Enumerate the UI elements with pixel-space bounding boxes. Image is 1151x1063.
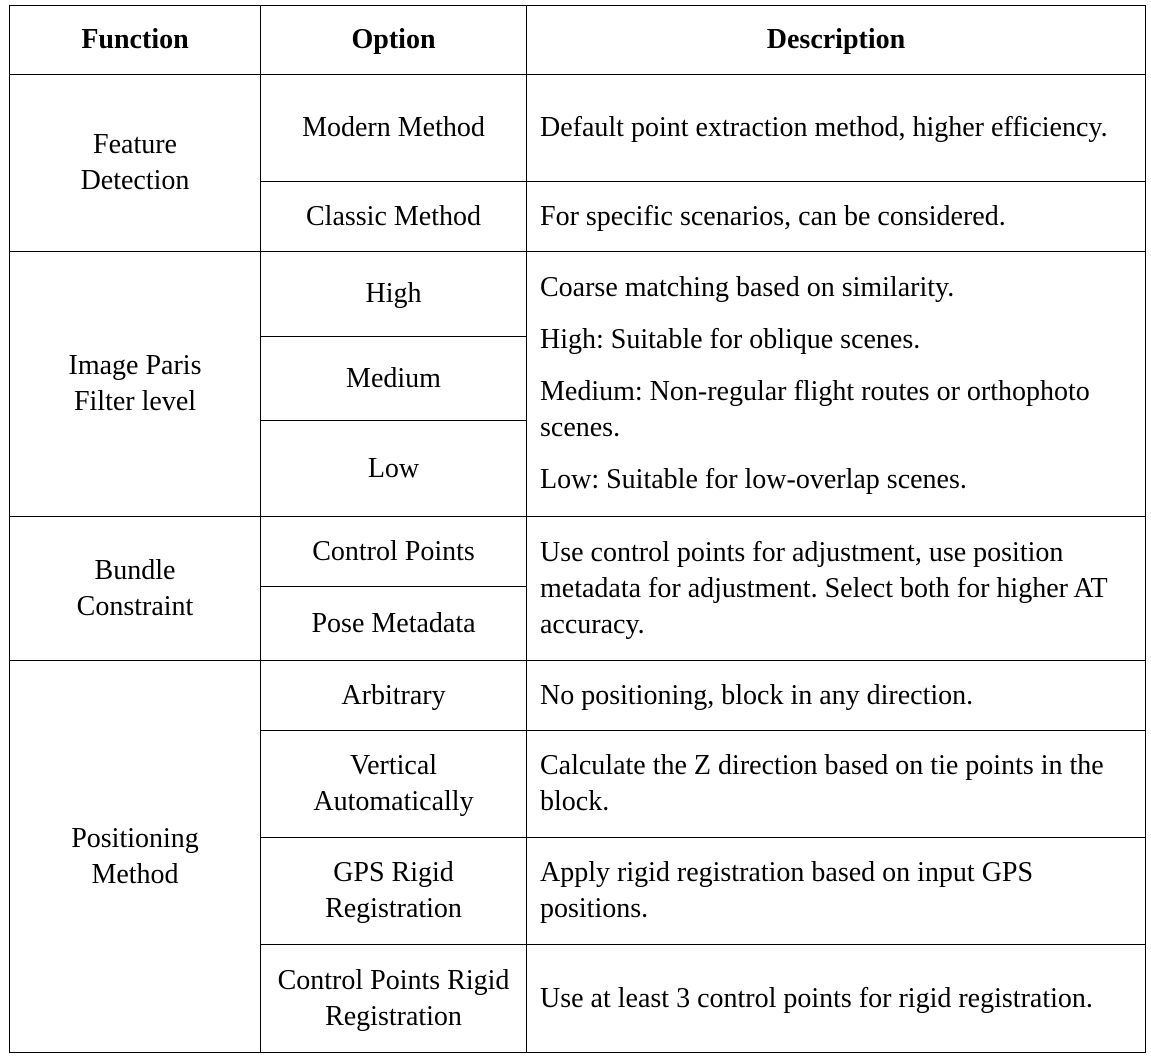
option-classic-method: Classic Method [261, 182, 527, 252]
options-table [9, 5, 1146, 1053]
function-bundle-constraint: Bundle Constraint [10, 517, 261, 661]
option-gps-rigid-registration: GPS Rigid Registration [261, 838, 527, 945]
option-arbitrary: Arbitrary [261, 661, 527, 731]
option-vertical-automatically: Vertical Automatically [261, 731, 527, 838]
table-row [10, 252, 1146, 337]
table-row [10, 75, 1146, 182]
description-intro: Coarse matching based on similarity. [540, 272, 955, 303]
option-control-points: Control Points [261, 517, 527, 587]
description-image-pairs [527, 252, 1146, 517]
option-pose-metadata: Pose Metadata [261, 587, 527, 661]
option-control-points-rigid-registration: Control Points Rigid Registration [261, 945, 527, 1053]
description-classic-method: For specific scenarios, can be considered. [527, 182, 1146, 252]
header-option: Option [261, 6, 527, 75]
option-modern-method: Modern Method [261, 75, 527, 182]
description-medium: Medium: Non-regular flight routes or orthophoto scenes. [540, 376, 1090, 443]
description-high: High: Suitable for oblique scenes. [540, 324, 921, 355]
table-row [10, 517, 1146, 587]
description-arbitrary: No positioning, block in any direction. [527, 661, 1146, 731]
description-gps-rigid-registration: Apply rigid registration based on input GPS positions. [527, 838, 1146, 945]
description-control-points-rigid-registration: Use at least 3 control points for rigid registration. [527, 945, 1146, 1053]
header-description: Description [527, 6, 1146, 75]
option-high: High [261, 252, 527, 337]
function-feature-detection: Feature Detection [10, 75, 261, 252]
header-row [10, 6, 1146, 75]
description-vertical-automatically: Calculate the Z direction based on tie points in the block. [527, 731, 1146, 838]
option-medium: Medium [261, 337, 527, 421]
table-row [10, 661, 1146, 731]
option-low: Low [261, 421, 527, 517]
header-function: Function [10, 6, 261, 75]
description-bundle-constraint: Use control points for adjustment, use position metadata for adjustment. Select both for higher AT accuracy. [527, 517, 1146, 661]
description-modern-method: Default point extraction method, higher efficiency. [527, 75, 1146, 182]
description-low: Low: Suitable for low-overlap scenes. [540, 464, 967, 495]
function-image-pairs-filter: Image Paris Filter level [10, 252, 261, 517]
function-positioning-method: Positioning Method [10, 661, 261, 1053]
